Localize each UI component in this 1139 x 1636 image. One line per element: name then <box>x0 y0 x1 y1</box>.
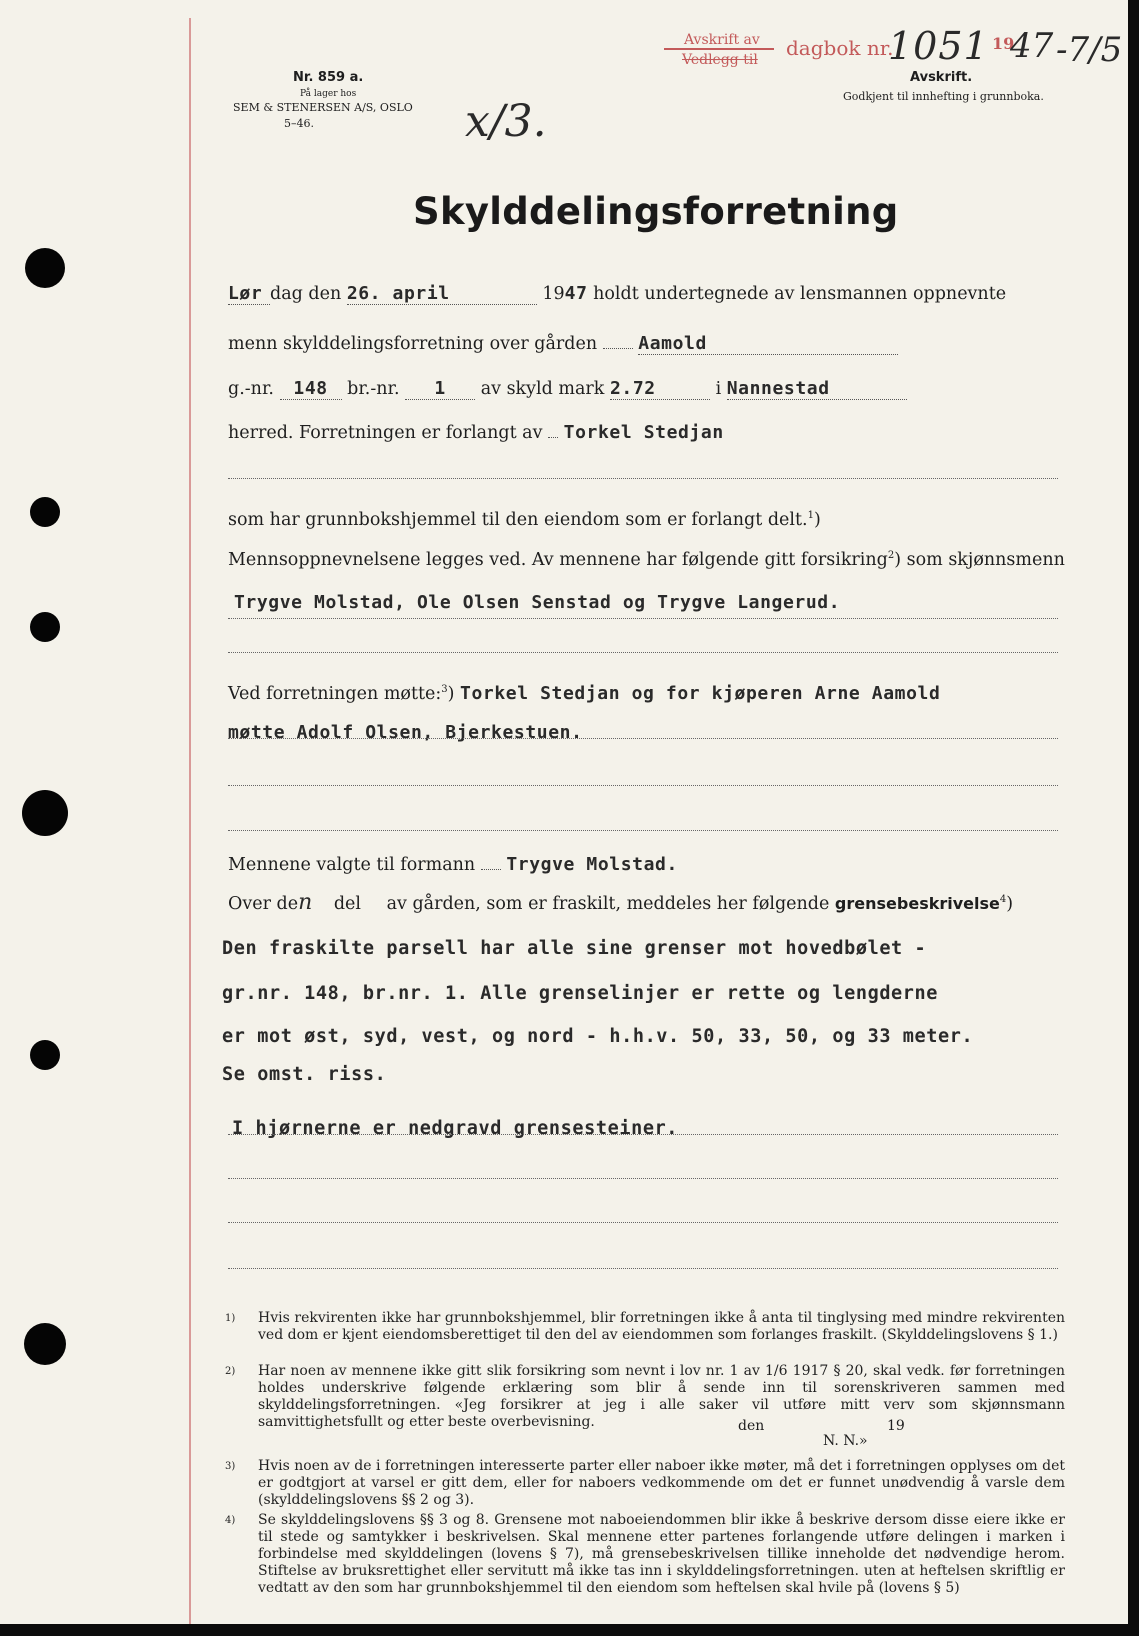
footnote-2 <box>225 1363 1065 1431</box>
footnote-text: Har noen av mennene ikke gitt slik forsikring som nevnt i lov nr. 1 av 1/6 1917 § 20, skal vedk. før forretningen holdes underskrive følgende erklæring som blir å sende inn til sorenskriveren sammen med skylddelingsforretningen. «Jeg forsikrer at jeg i alle saker vil utføre mitt verv som skjønnsmann samvittighetsfullt og etter beste overbevisning. <box>258 1363 1065 1430</box>
line1-text2: holdt undertegnede av lensmannen oppnevnte <box>593 284 1007 304</box>
line3-text2: i <box>715 379 722 399</box>
boundary-line-4: Se omst. riss. <box>222 1064 387 1085</box>
footnote-text: Hvis rekvirenten ikke har grunnbokshjemmel, blir forretningen ikke å anta til tinglysing med mindre rekvirenten ved dom er kjent eiendomsberettiget til den del av eiendommen som forlanges fraskilt. (Skylddelingslovens § 1.) <box>258 1310 1065 1343</box>
boundary-intro-t1: Over de <box>228 894 299 914</box>
binder-hole <box>30 497 60 527</box>
line4-text: herred. Forretningen er forlangt av <box>228 423 543 443</box>
dotted-rule <box>228 1134 1058 1135</box>
footnote2-den: den <box>738 1418 765 1434</box>
line6-text: Mennsoppnevnelsene legges ved. Av mennene har følgende gitt forsikring <box>228 550 888 570</box>
weekday-value: Lør <box>228 283 270 305</box>
footnote-num: 2) <box>225 1366 236 1377</box>
line6-text2: ) som skjønnsmenn <box>894 550 1065 570</box>
gnr-label: g.-nr. <box>228 379 274 399</box>
footnote-text: Hvis noen av de i forretningen interesserte parter eller naboer ikke møter, må det i forretningen opplyses om det er godtgjort at varsel er gitt dem, eller for naboers vedkommende om det er funnet unødvendig å varsle dem (skylddelingslovens §§ 2 og 3). <box>258 1458 1065 1508</box>
farm-value: Aamold <box>638 333 898 355</box>
dotted-rule <box>228 785 1058 786</box>
bnr-value: 1 <box>405 378 475 400</box>
stamp-crossed-1: Avskrift av <box>684 32 760 48</box>
boundary-line-3: er mot øst, syd, vest, og nord - h.h.v. 50, 33, 50, og 33 meter. <box>222 1026 974 1047</box>
stamp-strike-line <box>664 48 774 50</box>
line5-paren: ) <box>814 510 821 530</box>
dagbok-number: 1051 <box>888 24 989 68</box>
footnote-num: 4) <box>225 1515 236 1526</box>
line-forsikring <box>228 550 1065 570</box>
binder-hole <box>22 790 68 836</box>
dagbok-year-prefix: 19 <box>992 34 1015 53</box>
form-date-code: 5–46. <box>284 117 314 130</box>
form-number: Nr. 859 a. <box>293 70 364 85</box>
line-farm <box>228 333 1058 355</box>
footnote-4 <box>225 1512 1065 1597</box>
boundary-intro-end: ) <box>1006 894 1014 914</box>
footnote-ref-1: 1 <box>807 510 814 522</box>
handwritten-note: x/3. <box>465 96 547 147</box>
line-date <box>228 283 1058 305</box>
line2-text: menn skylddelingsforretning over gården <box>228 334 598 354</box>
footnote-1 <box>225 1310 1065 1344</box>
dotted-rule <box>228 1268 1058 1269</box>
footnote-text: Se skylddelingslovens §§ 3 og 8. Grensene mot naboeiendommen blir ikke å beskrive dersom disse eiere ikke er til stede og samtykker i beskrivelsen. Skal mennene etter partenes forlangende utføre delingen i marken i forbindelse med skylddelingen (lovens § 7), må grensebeskrivelsen tillike inneholde det nødvendige herom. Stiftelse av bruksrettighet eller servitutt må ikke tas inn i skylddelingsforretningen. uten at heftelsen skriftlig er vedtatt av den som har grunnbokshjemmel til den eiendom som heftelsen skal hvile på (lovens § 5) <box>258 1512 1065 1596</box>
form-publisher-line1: På lager hos <box>300 89 357 99</box>
boundary-line-2: gr.nr. 148, br.nr. 1. Alle grenselinjer er rette og lengderne <box>222 983 939 1004</box>
line-hjemmel <box>228 510 1058 530</box>
line-boundary-intro <box>228 890 1058 915</box>
boundary-line-1: Den fraskilte parsell har alle sine grenser mot hovedbølet - <box>222 938 927 959</box>
footnote2-nn: N. N.» <box>823 1433 868 1449</box>
footnote-num: 1) <box>225 1313 236 1324</box>
approved-text: Godkjent til innhefting i grunnboka. <box>843 90 1044 103</box>
form-publisher-line2: SEM & STENERSEN A/S, OSLO <box>233 101 413 114</box>
line5-text: som har grunnbokshjemmel til den eiendom som er forlangt delt. <box>228 510 808 530</box>
boundary-intro-t2: del <box>333 894 361 914</box>
dagbok-year: 47 <box>1010 26 1054 66</box>
chairman-name: Trygve Molstad. <box>506 854 678 875</box>
boundary-intro-t3: av gården, som er fraskilt, meddeles her følgende <box>386 894 830 914</box>
dotted-rule <box>228 618 1058 619</box>
line-property <box>228 378 1058 400</box>
attendance-label: Ved forretningen møtte: <box>228 684 442 704</box>
attendance-typed2: møtte Adolf Olsen, Bjerkestuen. <box>228 722 583 743</box>
boundary-intro-bold: grensebeskrivelse <box>834 894 1000 913</box>
bnr-label: br.-nr. <box>347 379 400 399</box>
attendance-typed1: Torkel Stedjan og for kjøperen Arne Aamold <box>460 683 941 704</box>
binder-hole <box>25 248 65 288</box>
requester-value: Torkel Stedjan <box>563 422 724 443</box>
date-value: 26. april <box>347 283 537 305</box>
year-value: 47 <box>564 283 588 304</box>
year-prefix: 19 <box>542 284 565 304</box>
page-title: Skylddelingsforretning <box>413 190 899 233</box>
chairman-label: Mennene valgte til formann <box>228 855 476 875</box>
footnote-ref-3: 3 <box>441 684 448 696</box>
dotted-rule <box>228 830 1058 831</box>
line-requester <box>228 422 1058 443</box>
binder-hole <box>30 1040 60 1070</box>
line-chairman <box>228 854 1058 875</box>
dotted-rule <box>228 1178 1058 1179</box>
boundary-intro-hand: n <box>298 890 313 915</box>
herred-value: Nannestad <box>727 378 907 400</box>
dagbok-label: dagbok nr. <box>786 36 894 60</box>
men-typed: Trygve Molstad, Ole Olsen Senstad og Trygve Langerud. <box>234 592 841 613</box>
footnote-3 <box>225 1458 1065 1509</box>
margin-line <box>189 18 191 1624</box>
line-attendance <box>228 683 1058 704</box>
binder-hole <box>24 1323 66 1365</box>
binder-hole <box>30 612 60 642</box>
dotted-rule <box>228 652 1058 653</box>
dotted-rule <box>228 738 1058 739</box>
footnote-ref-2: 2 <box>887 550 895 562</box>
dotted-rule <box>228 1222 1058 1223</box>
footnote-ref-4: 4 <box>999 894 1007 906</box>
stamp-crossed-2: Vedlegg til <box>682 52 758 68</box>
line3-text1: av skyld mark <box>480 379 605 399</box>
gnr-value: 148 <box>280 378 342 400</box>
footnote-num: 3) <box>225 1461 236 1472</box>
dagbok-date: -7/5 <box>1056 30 1123 70</box>
boundary-line-5: I hjørnerne er nedgravd grensesteiner. <box>232 1118 679 1139</box>
attendance-label-end: ) <box>447 684 455 704</box>
line1-text1: dag den <box>270 284 342 304</box>
avskrift-label: Avskrift. <box>910 70 973 85</box>
footnote2-year: 19 <box>887 1418 905 1434</box>
skyld-value: 2.72 <box>610 378 710 400</box>
dotted-rule <box>228 478 1058 479</box>
